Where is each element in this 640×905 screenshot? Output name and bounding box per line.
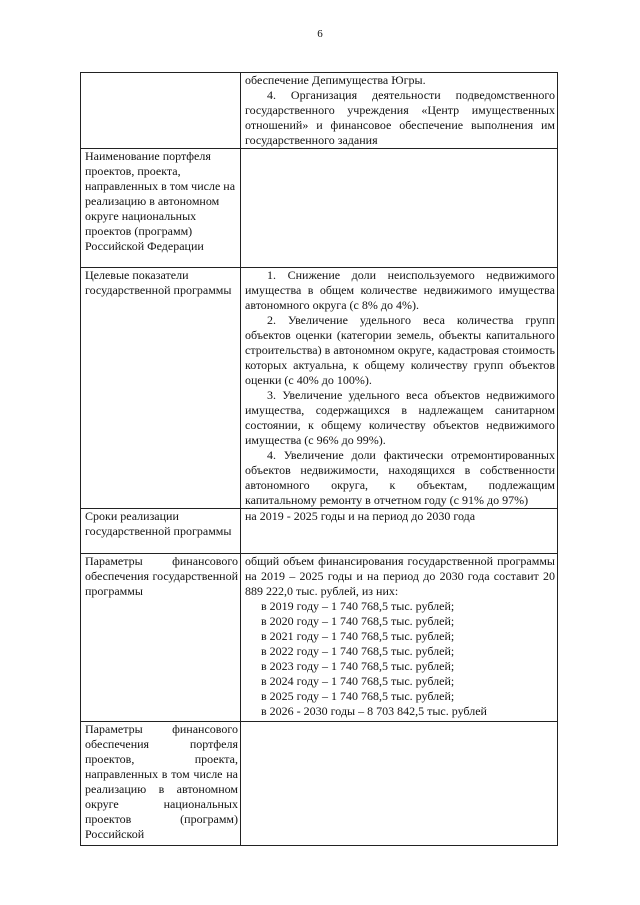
- row-label-cell: [81, 554, 241, 722]
- row-label-cell: [81, 149, 241, 268]
- content-paragraph: 2. Увеличение удельного веса количества групп объектов оценки (категории земель, объекты капитального строительства) в автономном округе, кадастровая стоимость которых актуальна, к общему количеству групп объектов оценки (с 40% до 100%).: [245, 313, 555, 387]
- table-row: [81, 149, 558, 268]
- table-row: [81, 554, 558, 722]
- funding-year-line: в 2024 году – 1 740 768,5 тыс. рублей;: [261, 674, 455, 688]
- row-content-cell: [241, 509, 558, 554]
- row-content-cell: [241, 149, 558, 268]
- funding-year-line: в 2025 году – 1 740 768,5 тыс. рублей;: [261, 689, 455, 703]
- table-row: [81, 73, 558, 149]
- funding-year-line: в 2026 - 2030 годы – 8 703 842,5 тыс. рублей: [261, 704, 487, 718]
- row-label-cell: [81, 73, 241, 149]
- row-label: Целевые показатели государственной программы: [85, 268, 232, 297]
- funding-year-line: в 2023 году – 1 740 768,5 тыс. рублей;: [261, 659, 455, 673]
- funding-intro: общий объем финансирования государственной программы на 2019 – 2025 годы и на период до 2030 года составит 20 889 222,0 тыс. рублей, из них:: [245, 554, 555, 598]
- content-paragraph: 4. Организация деятельности подведомственного государственного учреждения «Центр имущественных отношений» и финансовое обеспечение выполнения им государственного задания: [245, 88, 555, 147]
- funding-year-line: в 2022 году – 1 740 768,5 тыс. рублей;: [261, 644, 455, 658]
- funding-year-line: в 2020 году – 1 740 768,5 тыс. рублей;: [261, 614, 455, 628]
- content-paragraph: 4. Увеличение доли фактически отремонтированных объектов недвижимости, находящихся в собственности автономного округа, к объектам, подлежащим капитальному ремонту в отчетном году (с 91% до 97%): [245, 448, 555, 507]
- row-content-cell: [241, 268, 558, 509]
- table-row: [81, 509, 558, 554]
- row-label-cell: [81, 722, 241, 846]
- row-label: Сроки реализации государственной программы: [85, 509, 232, 538]
- table-row: [81, 722, 558, 846]
- content-paragraph: 3. Увеличение удельного веса объектов недвижимого имущества, содержащихся в надлежащем санитарном состоянии, к общему количеству объектов недвижимого имущества (с 96% до 99%).: [245, 388, 555, 447]
- funding-year-line: в 2019 году – 1 740 768,5 тыс. рублей;: [261, 599, 455, 613]
- row-content-cell: [241, 73, 558, 149]
- row-label: Наименование портфеля проектов, проекта, направленных в том числе на реализацию в автономном округе национальных проектов (программ) Российской Федерации: [85, 149, 236, 253]
- table-row: [81, 268, 558, 509]
- page-number: 6: [317, 28, 323, 40]
- row-content-cell: [241, 554, 558, 722]
- content-paragraph: на 2019 - 2025 годы и на период до 2030 года: [245, 509, 476, 523]
- row-label: Параметры финансового обеспечения государственной программы: [85, 554, 238, 598]
- content-paragraph: обеспечение Депимущества Югры.: [245, 73, 426, 87]
- program-passport-table: [80, 72, 558, 846]
- row-label: Параметры финансового обеспечения портфеля проектов, проекта, направленных в том числе на реализацию в автономном округе национальных проектов (программ) Российской: [85, 722, 238, 841]
- row-label-cell: [81, 509, 241, 554]
- row-label-cell: [81, 268, 241, 509]
- row-content-cell: [241, 722, 558, 846]
- funding-year-line: в 2021 году – 1 740 768,5 тыс. рублей;: [261, 629, 455, 643]
- content-paragraph: 1. Снижение доли неиспользуемого недвижимого имущества в общем количестве недвижимого имущества автономного округа (с 8% до 4%).: [245, 268, 555, 312]
